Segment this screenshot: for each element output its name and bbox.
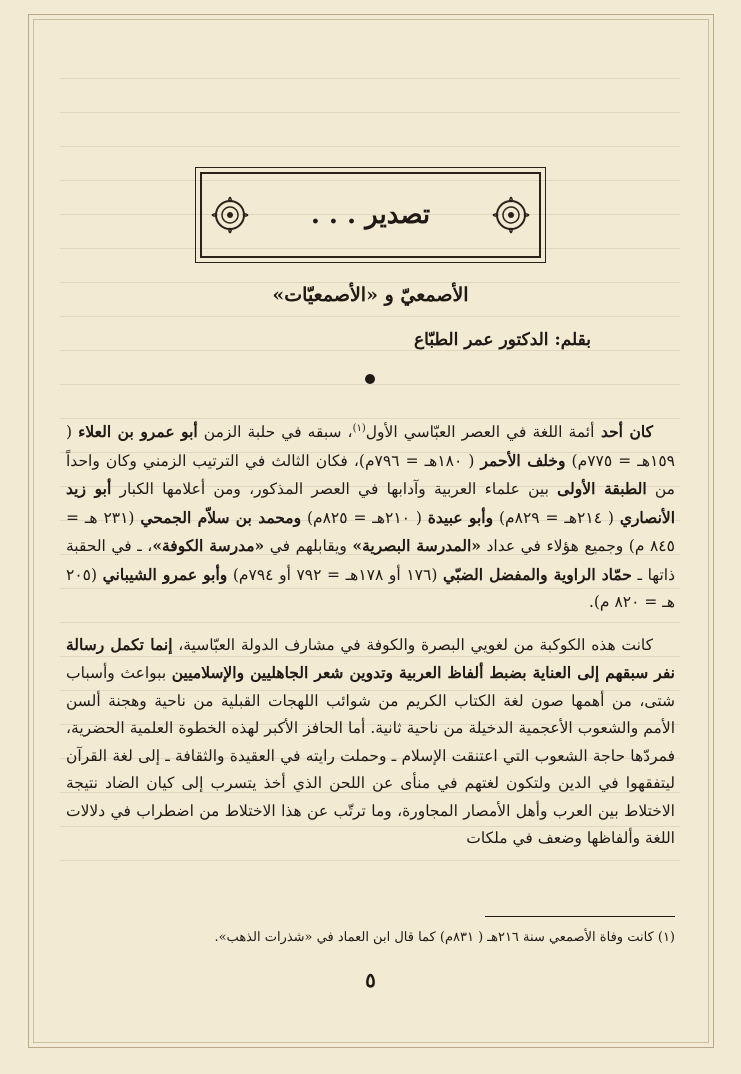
ornament-icon [208, 193, 252, 237]
text-segment: حمّاد الراوية والمفضل الضبّي [442, 564, 632, 584]
text-segment: ( ٢١٤هـ = ٨٢٩م) [493, 508, 620, 527]
text-segment: (٢٣١ هـ = ٨٤٥ م) وجميع هؤلاء في عداد [66, 508, 675, 555]
text-segment: أحد [594, 422, 623, 441]
text-segment: أئمة اللغة في العصر العبّاسي الأول [365, 423, 595, 441]
text-segment: وأبو عمرو الشيباني [102, 564, 228, 584]
text-segment: إنما تكمل رسالة نفر سبقهم إلى العناية بضبط ألفاظ العربية وتدوين شعر الجاهليين والإسلاميين [66, 634, 675, 682]
text-segment: ( ٢١٠هـ = ٨٢٥م) [301, 508, 428, 527]
text-segment: أبو زيد الأنصاري [66, 479, 676, 527]
text-segment: ومحمد بن سلاّم الجمحي [140, 507, 302, 527]
paragraph-2 [66, 631, 675, 853]
text-segment: أبو عمرو بن العلاء [78, 422, 198, 441]
title-frame [200, 172, 541, 258]
section-title: تصدير . . . [310, 200, 431, 230]
footnote: (١) كانت وفاة الأصمعي سنة ٢١٦هـ ( ٨٣١م) كما قال ابن العماد في «شذرات الذهب». [214, 930, 675, 945]
text-segment: ( ١٥٩هـ = ٧٧٥م) [66, 423, 675, 470]
text-segment: كان [622, 422, 653, 441]
footnote-divider [485, 916, 675, 917]
author-byline: بقلم: الدكتور عمر الطبّاع [414, 330, 591, 350]
footnote-marker: (١) [352, 422, 366, 434]
ornament-icon [489, 193, 533, 237]
text-segment: ، ـ في الحقبة ذاتها ـ [66, 537, 675, 584]
text-segment: ( ١٨٠هـ = ٧٩٦م)، فكان الثالث في الترتيب الزمني وكان واحداً من [66, 451, 675, 498]
article-body [66, 418, 675, 867]
text-segment: وخلف الأحمر [480, 450, 566, 470]
page-number: ٥ [365, 968, 376, 992]
text-segment: ببواعث وأسباب شتى، من أهمها صون لغة الكتاب الكريم من شوائب اللهجات القبلية من ناحية وهجنة ألسن الأمم والشعوب الأعجمية الدخيلة من ناحية ثانية. أما الحافز الأكبر لهذه الخطوة العلمية الحضرية، فمردّها حاجة الشعوب التي اعتنقت الإسلام ـ وحملت رايته في العقيدة والثقافة ـ إلى لغة القرآن ليتفقهوا في الدين ولتكون لغتهم في منأى عن اللحن الذي أخذ يتسرب إلى كيان الضاد نتيجة الاختلاط بين العرب وأهل الأمصار المجاورة، وما ترتّب عن هذا الاختلاط من اضطراب في دلالات اللغة وألفاظها وضعف في ملكات [66, 664, 675, 847]
text-segment: (٢٠٥ هـ = ٨٢٠ م). [66, 565, 675, 611]
text-segment: ويقابلهم في [264, 537, 353, 555]
bullet-dot [365, 374, 375, 384]
text-segment: الطبقة الأولى [557, 479, 647, 498]
text-segment: كانت هذه الكوكبة من لغويي البصرة والكوفة في مشارف الدولة العبّاسية، [172, 635, 653, 654]
paragraph-1 [66, 418, 675, 617]
text-segment: (١٧٦ أو ١٧٨هـ = ٧٩٢ أو ٧٩٤م) [227, 565, 443, 584]
text-segment: ، سبقه في حلبة الزمن [197, 423, 353, 441]
text-segment: بين علماء العربية وآدابها في العصر المذكور، ومن أعلامها الكبار [111, 480, 558, 498]
text-segment: «مدرسة الكوفة» [152, 536, 265, 555]
article-subtitle: الأصمعيّ و «الأصمعيّات» [272, 284, 469, 306]
text-segment: وأبو عبيدة [427, 507, 494, 527]
text-segment: «المدرسة البصرية» [352, 536, 481, 555]
